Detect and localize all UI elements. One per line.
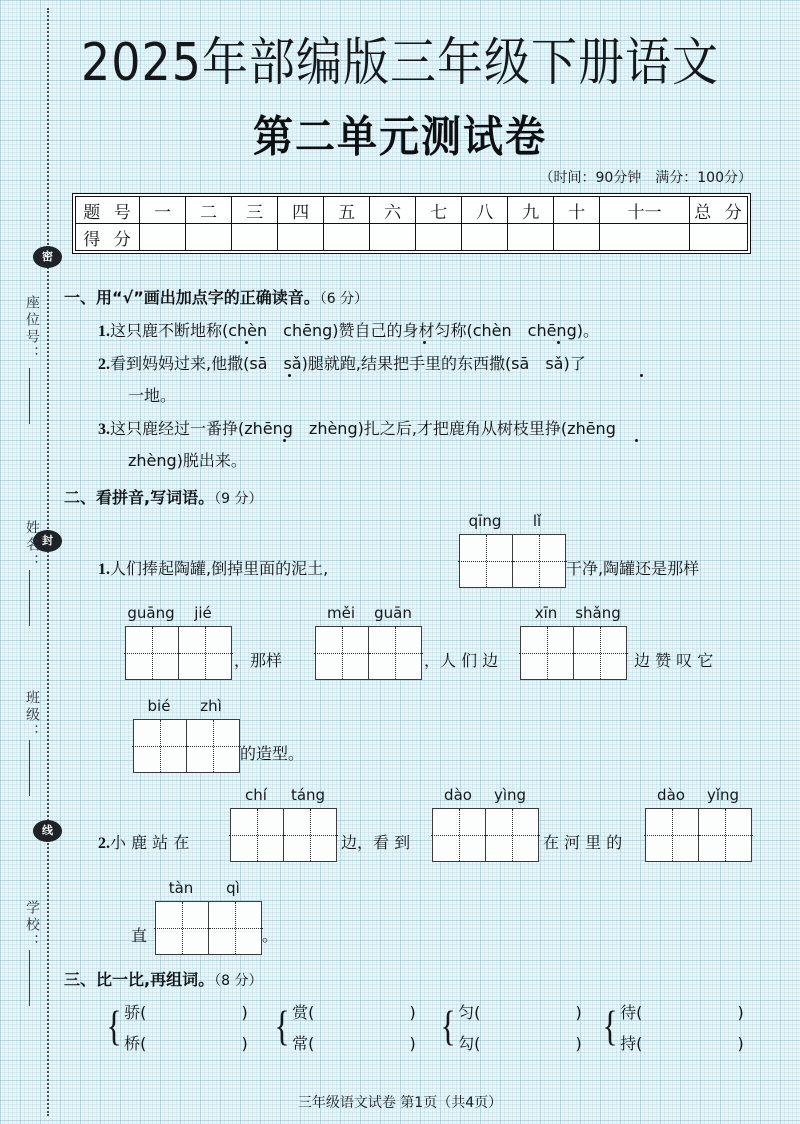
- emphasis-dot: [245, 341, 248, 344]
- score-cell-4[interactable]: [278, 224, 324, 251]
- section-2-q1-part-e: 边 赞 叹 它: [634, 651, 714, 670]
- score-table-score-row: [76, 224, 748, 251]
- section-1-item-3: [98, 416, 616, 439]
- pinyin-syllable: xīn: [534, 604, 558, 622]
- writing-grid-daoying2[interactable]: [645, 808, 752, 862]
- sidebar-field-class: 班级：: [24, 690, 40, 741]
- sidebar-field-school: 学校：: [24, 900, 40, 951]
- paren-close: ): [409, 1034, 416, 1053]
- score-cell-10[interactable]: [554, 224, 600, 251]
- item-number: 2.: [98, 356, 110, 373]
- pinyin-syllable: měi: [326, 604, 355, 622]
- char-label: 骄(: [124, 1003, 147, 1022]
- word-pair-row-top[interactable]: [458, 1000, 582, 1023]
- writing-grid-meiguan[interactable]: [315, 626, 422, 680]
- sidebar-rule-class: [29, 740, 30, 796]
- score-table-col-4: 四: [278, 197, 324, 224]
- pinyin-syllable: qīng: [468, 512, 502, 530]
- writing-cell[interactable]: [179, 627, 231, 679]
- section-2-q2-part-c: 在 河 里 的: [543, 833, 623, 852]
- writing-cell[interactable]: [699, 809, 751, 861]
- writing-grid-guangjie[interactable]: [125, 626, 232, 680]
- writing-grid-xinshang[interactable]: [520, 626, 627, 680]
- score-table-col-9: 九: [508, 197, 554, 224]
- section-2-q1-part-a: [98, 556, 328, 579]
- pinyin-syllable: táng: [290, 786, 326, 804]
- writing-cell[interactable]: [460, 535, 513, 587]
- word-pair-row-bottom[interactable]: [124, 1031, 248, 1054]
- q1-text-a: 人们捧起陶罐,倒掉里面的泥土,: [110, 559, 329, 578]
- pinyin-syllable: guān: [374, 604, 412, 622]
- pinyin-syllable: lǐ: [532, 512, 542, 530]
- section-2-q1-part-c: ，那样: [234, 651, 283, 670]
- score-table-row-label-score: 得 分: [76, 224, 140, 251]
- pinyin-syllable: guāng: [127, 604, 175, 622]
- pinyin-label-qingli: [459, 512, 563, 530]
- section-1-points: （6 分）: [319, 291, 369, 307]
- pinyin-syllable: yǐng: [706, 786, 740, 804]
- writing-cell[interactable]: [156, 902, 209, 954]
- score-cell-6[interactable]: [370, 224, 416, 251]
- brace-icon: {: [440, 1004, 456, 1050]
- char-label: 匀(: [458, 1003, 481, 1022]
- score-table-col-1: 一: [140, 197, 186, 224]
- word-pair-row-top[interactable]: [124, 1000, 248, 1023]
- pinyin-syllable: qì: [226, 879, 240, 897]
- score-table-header-row: [76, 197, 748, 224]
- score-table-col-6: 六: [370, 197, 416, 224]
- word-pair-rows: [620, 1000, 744, 1054]
- score-cell-5[interactable]: [324, 224, 370, 251]
- paren-close: ): [575, 1034, 582, 1053]
- writing-cell[interactable]: [231, 809, 284, 861]
- writing-cell[interactable]: [369, 627, 421, 679]
- seal-mark-mi: 密: [33, 246, 62, 268]
- sidebar-field-seat-number: 座位号：: [24, 295, 40, 363]
- item-number: 1.: [98, 561, 110, 578]
- word-pair-group-2: [272, 1000, 416, 1054]
- section-2-points: （9 分）: [214, 491, 263, 507]
- pinyin-syllable: zhì: [200, 697, 222, 715]
- section-1-heading: [64, 285, 368, 308]
- word-pair-row-top[interactable]: [620, 1000, 744, 1023]
- score-cell-11[interactable]: [600, 224, 690, 251]
- paren-close: ): [737, 1003, 744, 1022]
- word-pair-row-bottom[interactable]: [620, 1031, 744, 1054]
- emphasis-dot: [640, 374, 643, 377]
- word-pair-rows: [124, 1000, 248, 1054]
- pinyin-label-chitang: [230, 786, 334, 804]
- writing-grid-tanqi[interactable]: [155, 901, 262, 955]
- pinyin-syllable: tàn: [168, 879, 194, 897]
- word-pair-row-bottom[interactable]: [458, 1031, 582, 1054]
- score-table: [75, 196, 748, 251]
- writing-cell[interactable]: [646, 809, 699, 861]
- section-3-points: （8 分）: [214, 973, 263, 989]
- paren-close: ): [737, 1034, 744, 1053]
- section-2-q2-part-e: 。: [262, 926, 279, 945]
- emphasis-dot: [635, 439, 638, 442]
- exam-info: （时间：90分钟 满分：100分）: [539, 170, 752, 186]
- seal-dotted-line: [47, 8, 49, 1116]
- sidebar-rule-seat: [29, 368, 30, 424]
- writing-cell[interactable]: [433, 809, 486, 861]
- section-1-item-1: [98, 318, 599, 341]
- item-number: 2.: [98, 835, 110, 852]
- score-table-col-8: 八: [462, 197, 508, 224]
- sidebar-rule-name: [29, 570, 30, 626]
- item-text: 这只鹿经过一番挣(zhēng zhèng)扎之后,才把鹿角从树枝里挣(zhēng: [110, 419, 616, 438]
- char-label: 赏(: [292, 1003, 315, 1022]
- section-2-q2-part-a: [98, 830, 189, 853]
- score-cell-7[interactable]: [416, 224, 462, 251]
- char-label: 勾(: [458, 1034, 481, 1053]
- brace-icon: {: [106, 1004, 122, 1050]
- section-2-heading: [64, 485, 262, 508]
- score-cell-1[interactable]: [140, 224, 186, 251]
- pinyin-syllable: bié: [147, 697, 171, 715]
- emphasis-dot: [288, 374, 291, 377]
- q2-text-a: 小 鹿 站 在: [110, 833, 190, 852]
- writing-cell[interactable]: [574, 627, 626, 679]
- page-footer: 三年级语文试卷 第1页（共4页）: [297, 1095, 503, 1111]
- word-pair-rows: [458, 1000, 582, 1054]
- score-table-col-5: 五: [324, 197, 370, 224]
- score-table-col-7: 七: [416, 197, 462, 224]
- emphasis-dot: [557, 341, 560, 344]
- writing-grid-daoying1[interactable]: [432, 808, 539, 862]
- writing-cell[interactable]: [284, 809, 336, 861]
- section-3-heading: [64, 967, 262, 990]
- writing-cell[interactable]: [187, 720, 239, 772]
- writing-cell[interactable]: [316, 627, 369, 679]
- paren-close: ): [409, 1003, 416, 1022]
- pinyin-label-guangjie: [125, 604, 229, 622]
- section-2-q2-part-b: 边，看 到: [341, 833, 411, 852]
- brace-icon: {: [274, 1004, 290, 1050]
- pinyin-syllable: jié: [194, 604, 212, 622]
- writing-cell[interactable]: [486, 809, 538, 861]
- score-table-col-3: 三: [232, 197, 278, 224]
- emphasis-dot: [423, 341, 426, 344]
- section-2-title: 二、看拼音,写词语。: [64, 488, 215, 507]
- section-1-item-3-cont: zhèng)脱出来。: [128, 451, 247, 470]
- word-pair-rows: [292, 1000, 416, 1054]
- item-text: 看到妈妈过来,他撒(sā sǎ)腿就跑,结果把手里的东西撒(sā sǎ)了: [110, 354, 586, 373]
- writing-cell[interactable]: [209, 902, 261, 954]
- writing-cell[interactable]: [134, 720, 187, 772]
- section-1-item-2: [98, 351, 586, 374]
- pinyin-label-xinshang: [520, 604, 624, 622]
- writing-grid-qingli[interactable]: [459, 534, 566, 588]
- score-cell-2[interactable]: [186, 224, 232, 251]
- word-pair-row-top[interactable]: [292, 1000, 416, 1023]
- item-number: 1.: [98, 323, 110, 340]
- writing-grid-biezhi[interactable]: [133, 719, 240, 773]
- score-cell-8[interactable]: [462, 224, 508, 251]
- char-label: 持(: [620, 1034, 643, 1053]
- word-pair-group-4: [600, 1000, 744, 1054]
- score-cell-3[interactable]: [232, 224, 278, 251]
- section-2-q1-part-d: ，人 们 边: [424, 651, 499, 670]
- writing-grid-chitang[interactable]: [230, 808, 337, 862]
- pinyin-label-biezhi: [133, 697, 237, 715]
- pinyin-syllable: chí: [245, 786, 267, 804]
- pinyin-syllable: dào: [657, 786, 685, 804]
- section-2-q1-part-f: 的造型。: [240, 744, 305, 763]
- item-number: 3.: [98, 421, 110, 438]
- writing-cell[interactable]: [513, 535, 565, 587]
- pinyin-label-meiguan: [315, 604, 419, 622]
- sidebar-field-name: 姓名：: [24, 520, 40, 571]
- paren-close: ): [575, 1003, 582, 1022]
- score-table-col-10: 十: [554, 197, 600, 224]
- seal-mark-xian: 线: [33, 820, 62, 842]
- pinyin-label-daoying2: [645, 786, 749, 804]
- sidebar-rule-school: [29, 950, 30, 1006]
- score-table-col-2: 二: [186, 197, 232, 224]
- pinyin-label-daoying1: [432, 786, 536, 804]
- char-label: 待(: [620, 1003, 643, 1022]
- item-text: 这只鹿不断地称(chèn chēng)赞自己的身材匀称(chèn chēng)。: [110, 321, 599, 340]
- pinyin-syllable: yìng: [493, 786, 527, 804]
- emphasis-dot: [283, 439, 286, 442]
- seal-mark-feng: 封: [33, 530, 62, 552]
- section-2-q2-part-d: 直: [131, 926, 148, 945]
- pinyin-syllable: shǎng: [575, 604, 621, 622]
- writing-cell[interactable]: [521, 627, 574, 679]
- score-table-col-11: 十一: [600, 197, 690, 224]
- paren-close: ): [241, 1003, 248, 1022]
- word-pair-group-1: [104, 1000, 248, 1054]
- char-label: 常(: [292, 1034, 315, 1053]
- section-1-title: 一、用“√”画出加点字的正确读音。: [64, 288, 320, 307]
- paren-close: ): [241, 1034, 248, 1053]
- brace-icon: {: [602, 1004, 618, 1050]
- word-pair-row-bottom[interactable]: [292, 1031, 416, 1054]
- page-title-line1: 2025年部编版三年级下册语文: [80, 32, 720, 93]
- score-table-row-label: 题 号: [76, 197, 140, 224]
- word-pair-group-3: [438, 1000, 582, 1054]
- page-title-line2: 第二单元测试卷: [253, 112, 547, 163]
- pinyin-syllable: dào: [444, 786, 472, 804]
- pinyin-label-tanqi: [155, 879, 259, 897]
- score-table-col-total: 总 分: [690, 197, 748, 224]
- score-cell-9[interactable]: [508, 224, 554, 251]
- section-1-item-2-cont: 一地。: [128, 386, 177, 405]
- writing-cell[interactable]: [126, 627, 179, 679]
- char-label: 桥(: [124, 1034, 147, 1053]
- score-cell-total[interactable]: [690, 224, 748, 251]
- section-2-q1-part-b: 干净,陶罐还是那样: [566, 559, 700, 578]
- section-3-title: 三、比一比,再组词。: [64, 970, 215, 989]
